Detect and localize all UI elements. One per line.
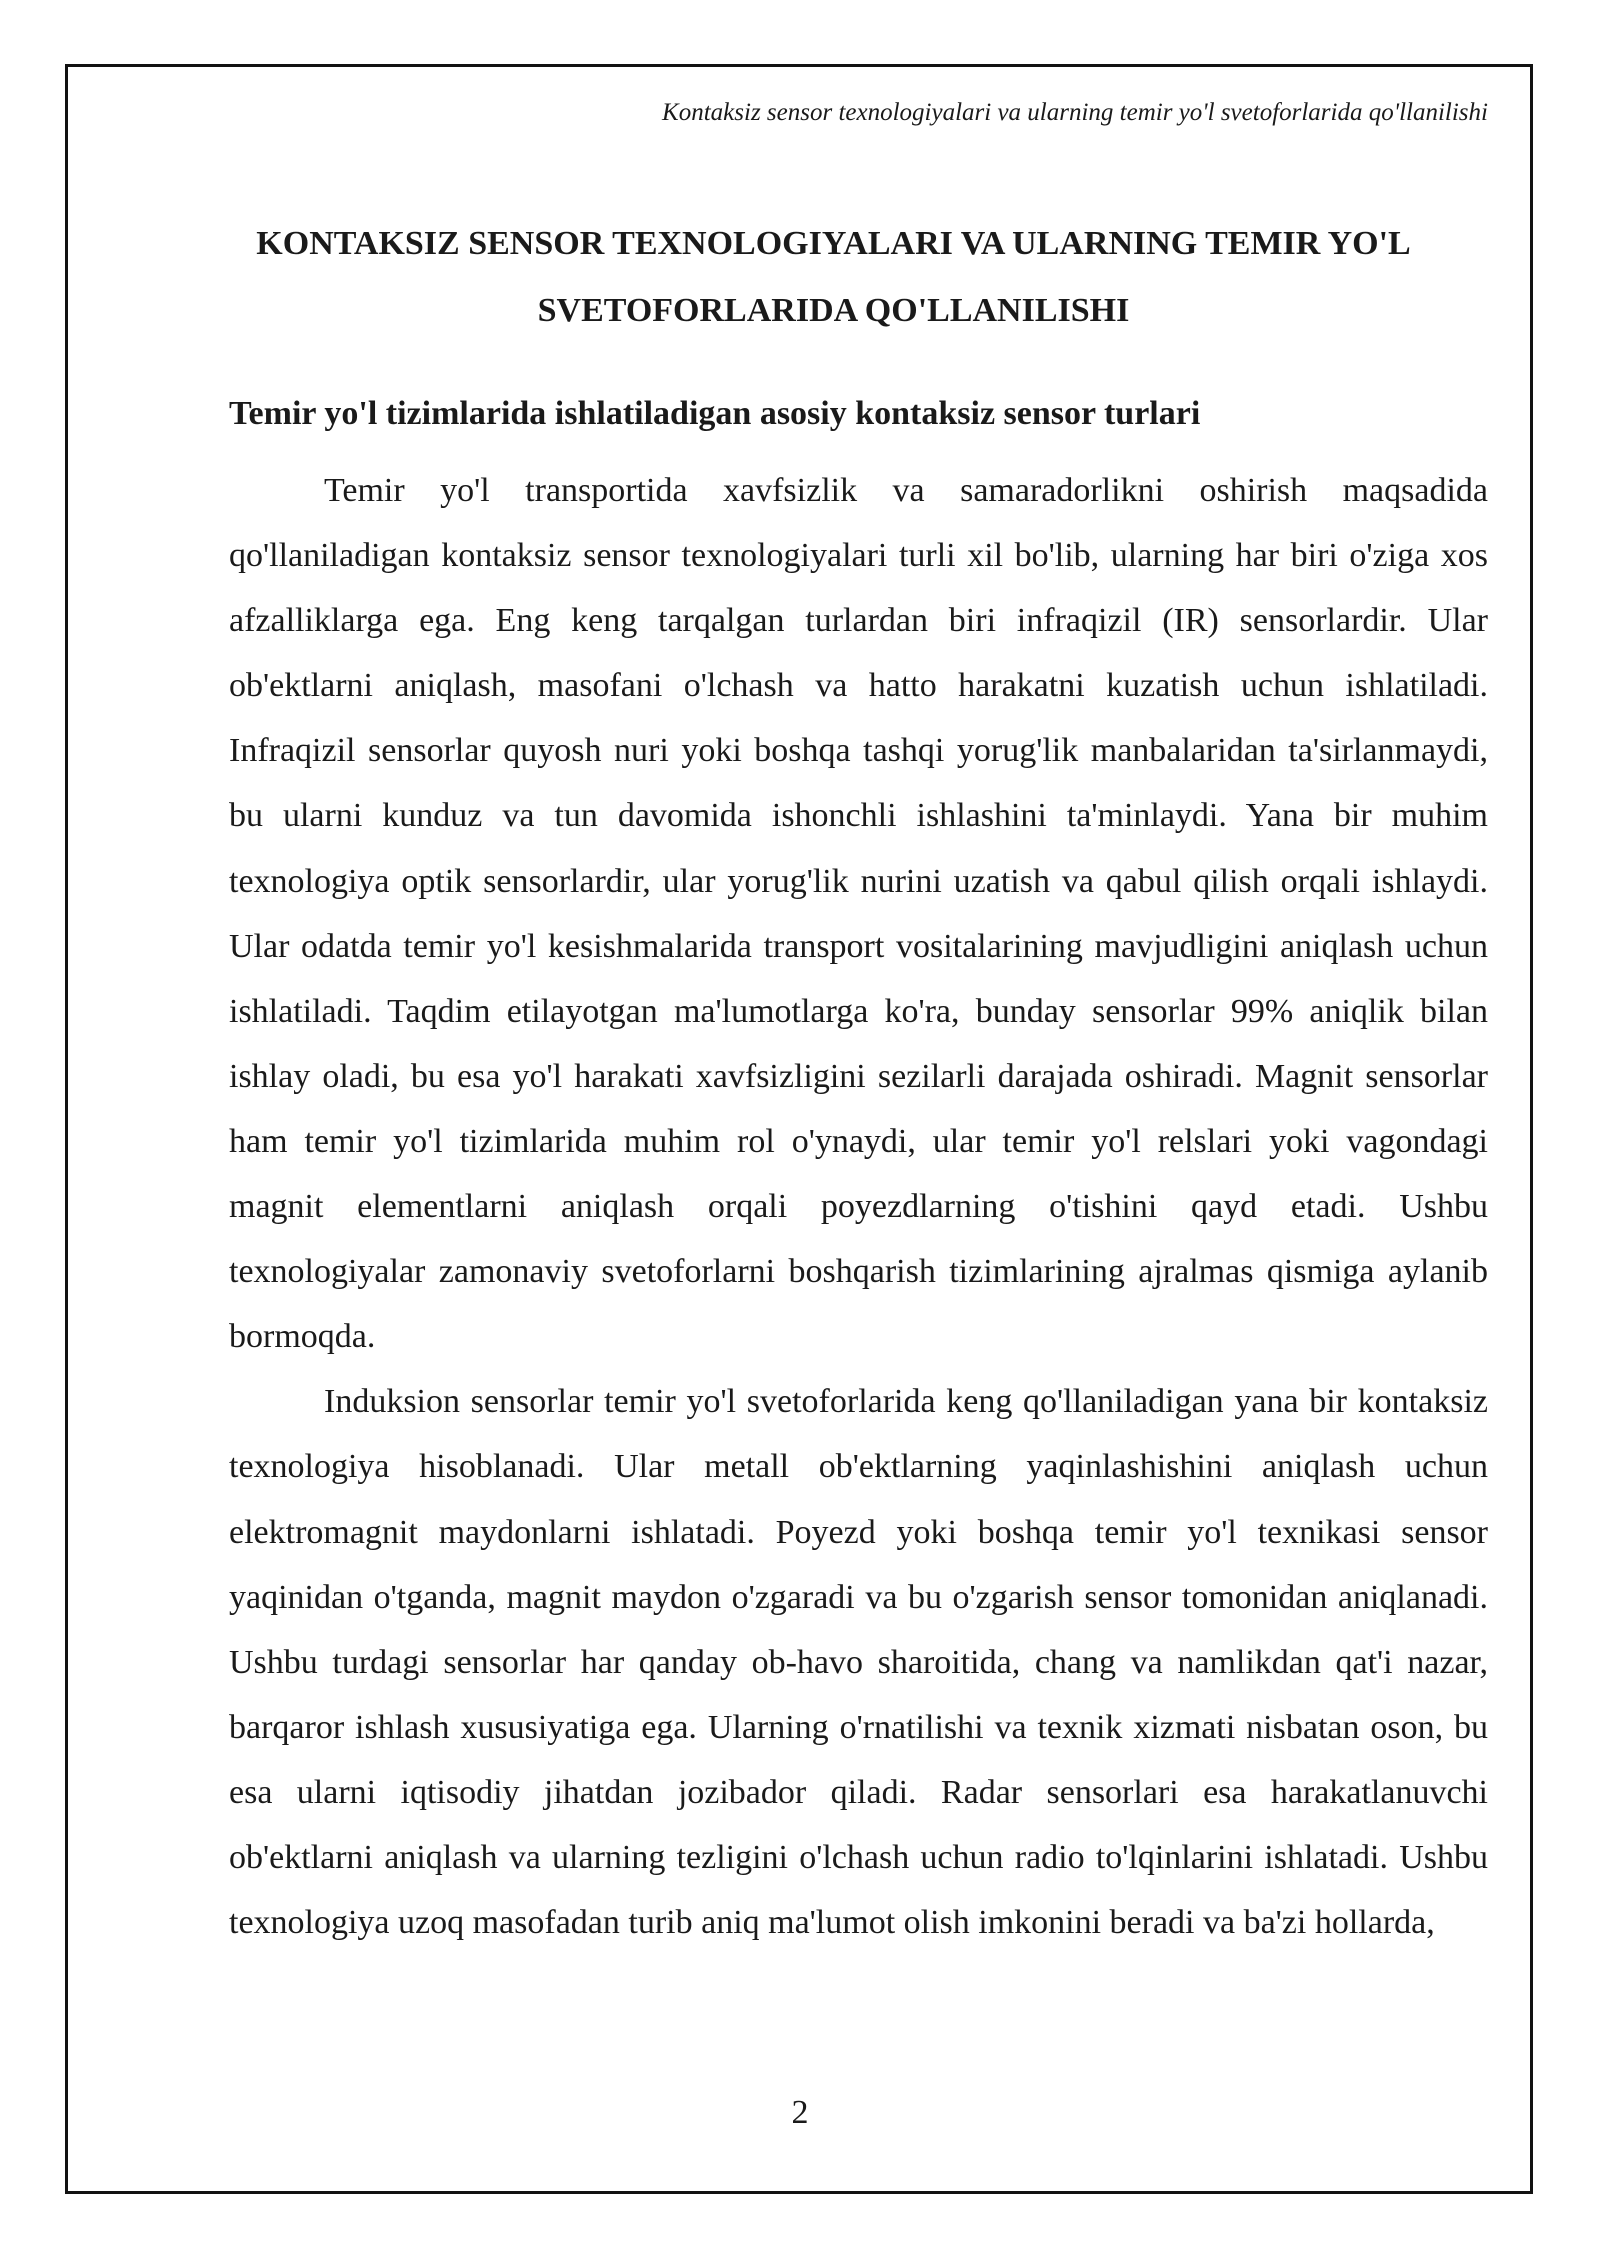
page-number: 2 — [791, 2094, 809, 2131]
body-text — [229, 458, 1488, 1955]
section-heading: Temir yo'l tizimlarida ishlatiladigan asosiy kontaksiz sensor turlari — [229, 395, 1201, 432]
running-header: Kontaksiz sensor texnologiyalari va ularning temir yo'l svetoforlarida qo'llanilishi — [662, 99, 1488, 126]
document-title: KONTAKSIZ SENSOR TEXNOLOGIYALARI VA ULARNING TEMIR YO'L SVETOFORLARIDA QO'LLANILISHI — [256, 225, 1411, 329]
paragraph: Induksion sensorlar temir yo'l svetoforlarida keng qo'llaniladigan yana bir kontaksiz texnologiya hisoblanadi. Ular metall ob'ektlarning yaqinlashishini aniqlash uchun elektromagnit maydonlarni ishlatadi. Poyezd yoki boshqa temir yo'l texnikasi sensor yaqinidan o'tganda, magnit maydon o'zgaradi va bu o'zgarish sensor tomonidan aniqlanadi. Ushbu turdagi sensorlar har qanday ob-havo sharoitida, chang va namlikdan qat'i nazar, barqaror ishlash xususiyatiga ega. Ularning o'rnatilishi va texnik xizmati nisbatan oson, bu esa ularni iqtisodiy jihatdan jozibador qiladi. Radar sensorlari esa harakatlanuvchi ob'ektlarni aniqlash va ularning tezligini o'lchash uchun radio to'lqinlarini ishlatadi. Ushbu texnologiya uzoq masofadan turib aniq ma'lumot olish imkonini beradi va ba'zi hollarda, — [229, 1383, 1488, 1942]
paragraph: Temir yo'l transportida xavfsizlik va samaradorlikni oshirish maqsadida qo'llaniladigan kontaksiz sensor texnologiyalari turli xil bo'lib, ularning har biri o'ziga xos afzalliklarga ega. Eng keng tarqalgan turlardan biri infraqizil (IR) sensorlardir. Ular ob'ektlarni aniqlash, masofani o'lchash va hatto harakatni kuzatish uchun ishlatiladi. Infraqizil sensorlar quyosh nuri yoki boshqa tashqi yorug'lik manbalaridan ta'sirlanmaydi, bu ularni kunduz va tun davomida ishonchli ishlashini ta'minlaydi. Yana bir muhim texnologiya optik sensorlardir, ular yorug'lik nurini uzatish va qabul qilish orqali ishlaydi. Ular odatda temir yo'l kesishmalarida transport vositalarining mavjudligini aniqlash uchun ishlatiladi. Taqdim etilayotgan ma'lumotlarga ko'ra, bunday sensorlar 99% aniqlik bilan ishlay oladi, bu esa yo'l harakati xavfsizligini sezilarli darajada oshiradi. Magnit sensorlar ham temir yo'l tizimlarida muhim rol o'ynaydi, ular temir yo'l relslari yoki vagondagi magnit elementlarni aniqlash orqali poyezdlarning o'tishini qayd etadi. Ushbu texnologiyalar zamonaviy svetoforlarni boshqarish tizimlarining ajralmas qismiga aylanib bormoqda. — [229, 472, 1488, 1356]
